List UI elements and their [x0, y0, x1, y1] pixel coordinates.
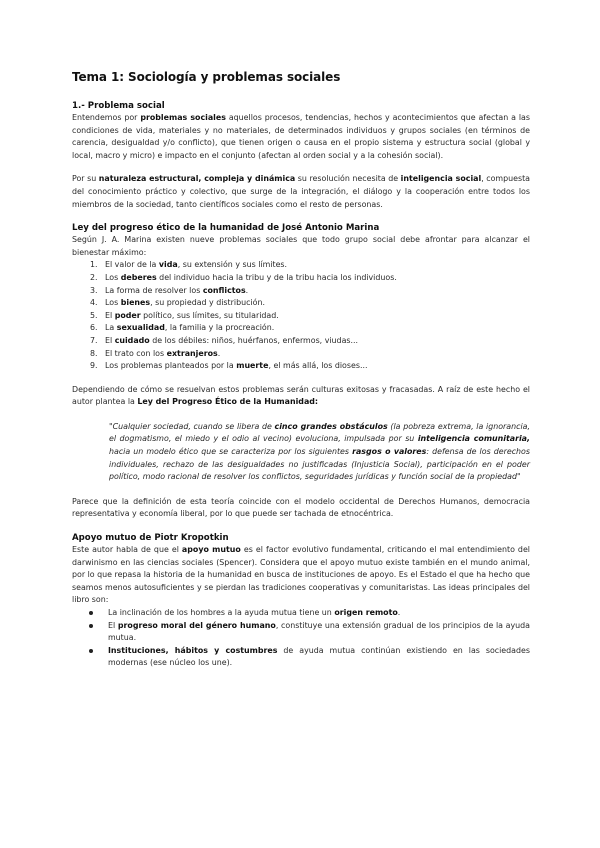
list-item: 6. La sexualidad, la familia y la procreación. [90, 323, 275, 333]
list-item: El progreso moral del género humano, constituye una extensión gradual de los principios de la ayuda mutua. [72, 620, 530, 645]
list-item: 3. La forma de resolver los conflictos. [90, 285, 249, 295]
section-heading-problema-social: 1.- Problema social [72, 101, 165, 111]
bullet-icon [89, 649, 93, 653]
law-quote [109, 421, 530, 484]
paragraph-marina-intro: Según J. A. Marina existen nueve problemas sociales que todo grupo social debe afrontar para alcanzar el bienestar máximo: [72, 235, 530, 257]
list-item: Instituciones, hábitos y costumbres de ayuda mutua continúan existiendo en las sociedades modernas (ese núcleo los une). [72, 645, 530, 670]
ideas-list [72, 607, 530, 670]
paragraph-ethnocentric: Parece que la definición de esta teoría coincide con el modelo occidental de Derechos Humanos, democracia representativa y economía liberal, por lo que puede ser tachada de etnocéntrica. [72, 496, 530, 519]
section-heading-marina: Ley del progreso ético de la humanidad de José Antonio Marina [72, 223, 380, 234]
paragraph-definition: Entendemos por problemas sociales aquellos procesos, tendencias, hechos y acontecimientos que afectan a las condiciones de vida, materiales y no materiales, de determinados individuos y grupos sociales (en términos de carencia, desigualdad y/o conflicto), que tienen origen o causa en el propio sistema y estructura social (global y local, macro y micro) e impacto en el conjunto (afectan al orden social y a la cohesión social). [72, 113, 531, 160]
paragraph-kropotkin: Este autor habla de que el apoyo mutuo es el factor evolutivo fundamental, criticando el mal entendimiento del darwinismo en las ciencias sociales (Spencer). Considera que el apoyo mutuo existe también en el mundo animal, por lo que repasa la historia de la humanidad en busca de instituciones de apoyo. Es el Estado el que ha hecho que seamos menos autosuficientes y se pierdan las tradiciones cooperativas y comunitaristas. Las ideas principales del libro son: [72, 545, 530, 605]
document-content [72, 70, 530, 670]
bullet-icon [89, 611, 93, 615]
list-item: 1. El valor de la vida, su extensión y sus límites. [90, 260, 288, 270]
list-item: 7. El cuidado de los débiles: niños, huérfanos, enfermos, viudas... [90, 335, 359, 345]
list-item: 2. Los deberes del individuo hacia la tribu y de la tribu hacia los individuos. [90, 272, 397, 282]
paragraph-nature: Por su naturaleza estructural, compleja y dinámica su resolución necesita de inteligencia social, compuesta del conocimiento práctico y colectivo, que surge de la integración, el diálogo y la cooperación entre todos los miembros de la sociedad, tanto científicos sociales como el resto de personas. [72, 174, 531, 209]
list-item: 5. El poder político, sus límites, su titularidad. [90, 310, 279, 320]
list-item: 8. El trato con los extranjeros. [90, 348, 221, 358]
list-item: La inclinación de los hombres a la ayuda mutua tiene un origen remoto. [72, 607, 530, 620]
quote-text: "Cualquier sociedad, cuando se libera de cinco grandes obstáculos (la pobreza extrema, la ignorancia, el dogmatismo, el miedo y el odio al vecino) evoluciona, impulsada por su inteligencia comunitaria, hacia un modelo ético que se caracteriza por los siguientes rasgos o valores: defensa de los derechos individuales, rechazo de las desigualdades no justificadas (Injusticia Social), participación en el poder político, modo racional de resolver los conflictos, seguridades jurídicas y función social de la propiedad" [109, 421, 531, 482]
list-item: 4. Los bienes, su propiedad y distribución. [90, 298, 265, 308]
paragraph-law-intro: Dependiendo de cómo se resuelvan estos problemas serán culturas exitosas y fracasadas. A raíz de este hecho el autor plantea la Ley del Progreso Ético de la Humanidad: [72, 384, 530, 407]
page-title: Tema 1: Sociología y problemas sociales [72, 70, 341, 84]
problems-list [72, 259, 530, 372]
section-heading-kropotkin: Apoyo mutuo de Piotr Kropotkin [72, 533, 229, 544]
bullet-icon [89, 624, 93, 628]
list-item: 9. Los problemas planteados por la muerte, el más allá, los dioses... [90, 361, 368, 371]
